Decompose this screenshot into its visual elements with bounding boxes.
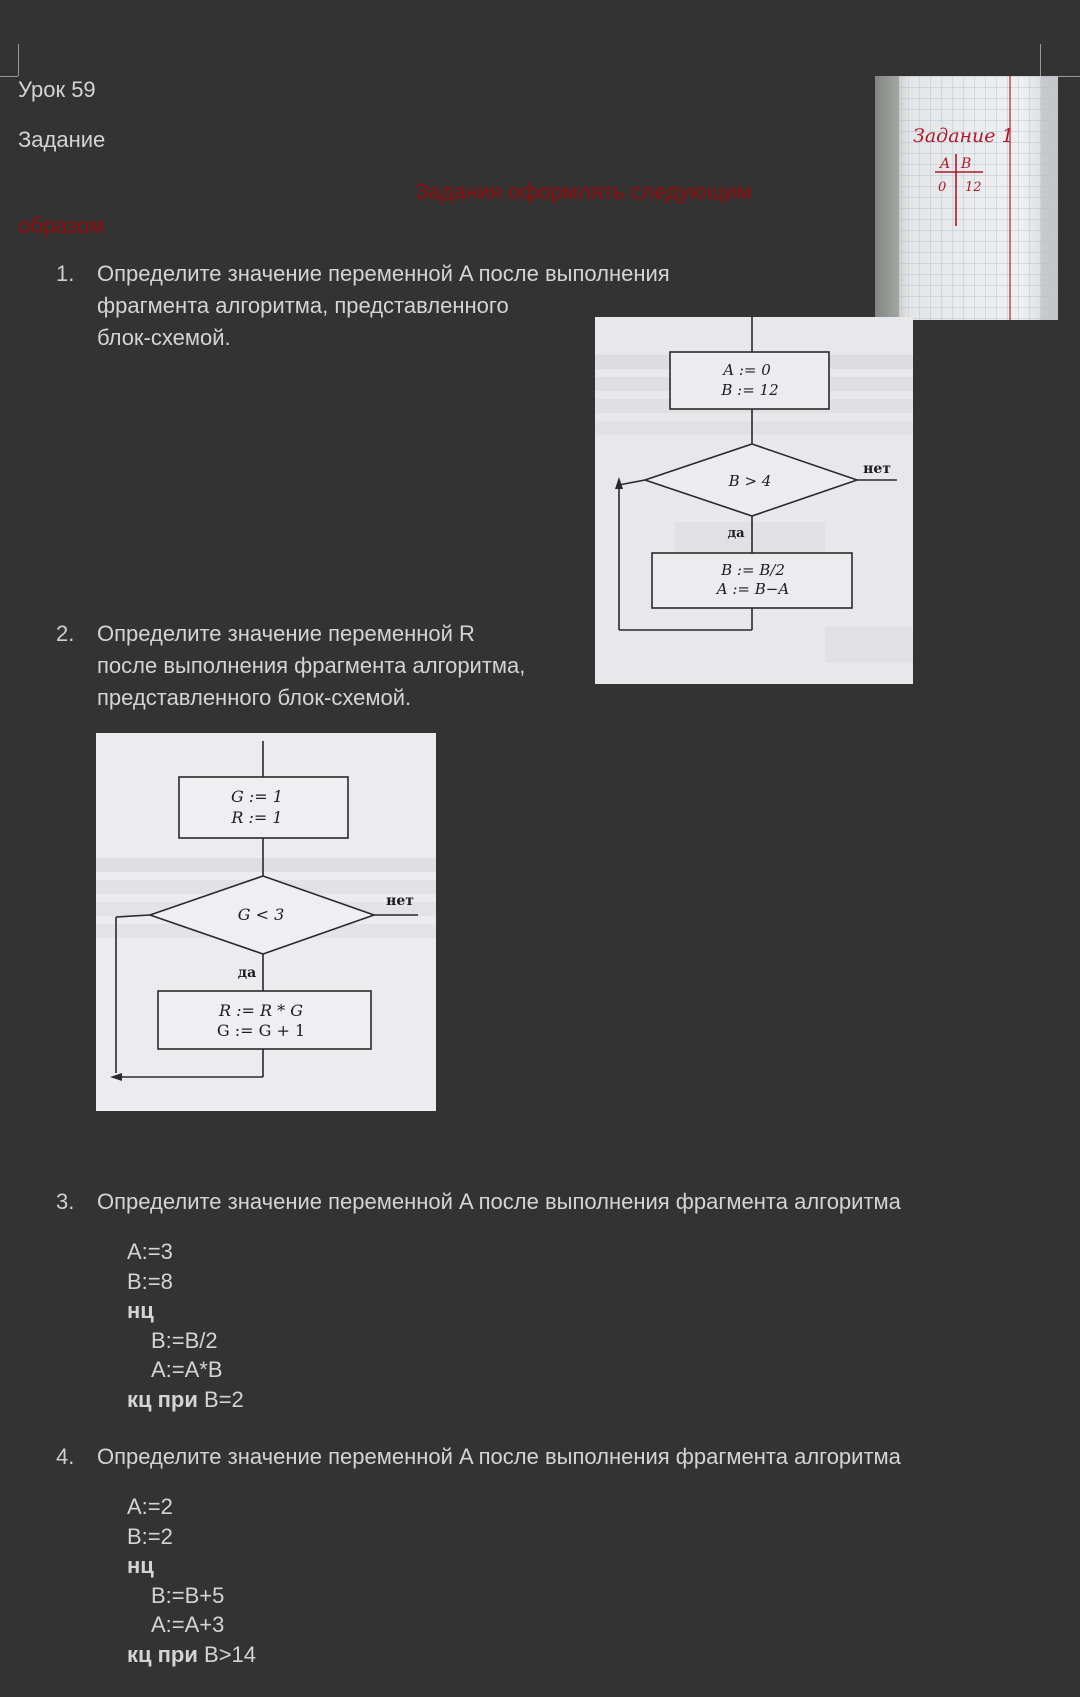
- task-3-loop-end-keyword: кц при: [127, 1386, 198, 1412]
- fc2-no-label: нет: [386, 893, 414, 909]
- task-1-line-3: блок-схемой.: [97, 325, 231, 350]
- task-4-loop-start: нц: [127, 1553, 154, 1578]
- task-2-number: 2.: [56, 621, 75, 646]
- flowchart-2-svg: [96, 733, 436, 1111]
- fc1-body-2: A := B−A: [716, 580, 790, 598]
- task-1-line-1: Определите значение переменной A после выполнения: [97, 261, 670, 286]
- task-3-loop-start: нц: [127, 1298, 154, 1323]
- notebook-col-a: A: [940, 156, 951, 172]
- task-1-text: [97, 258, 670, 354]
- fc1-condition: B > 4: [728, 472, 772, 490]
- instruction-line-1: Задания оформлять следующим: [415, 179, 752, 204]
- task-3-loop-end: [127, 1385, 244, 1415]
- notebook-val-a: 0: [938, 180, 947, 195]
- notebook-photo-svg: [875, 76, 1058, 320]
- task-1-line-2: фрагмента алгоритма, представленного: [97, 293, 509, 318]
- task-2-line-2: после выполнения фрагмента алгоритма,: [97, 653, 526, 678]
- task-3-code-line-3: B:=B/2: [151, 1327, 218, 1353]
- notebook-col-b: B: [961, 156, 972, 172]
- section-title: Задание: [18, 127, 106, 152]
- fc2-yes-label: да: [237, 965, 257, 981]
- task-3-number: 3.: [56, 1189, 75, 1214]
- task-4-text: Определите значение переменной A после выполнения фрагмента алгоритма: [97, 1444, 901, 1469]
- task-2-text: [97, 618, 525, 714]
- fc2-body-2: G := G + 1: [216, 1021, 306, 1040]
- task-1-number: 1.: [56, 261, 75, 286]
- fc1-yes-label: да: [727, 526, 745, 541]
- task-4-loop-end-condition: B>14: [204, 1641, 257, 1667]
- fc1-init-2: B := 12: [721, 381, 779, 399]
- task-3-code: [127, 1237, 244, 1414]
- task-4-number: 4.: [56, 1444, 75, 1469]
- task-4-loop-end: [127, 1640, 256, 1670]
- fc1-body-1: B := B/2: [721, 561, 785, 579]
- task-2-line-3: представленного блок-схемой.: [97, 685, 412, 710]
- task-3-code-line-1: A:=3: [127, 1239, 173, 1264]
- fc1-init-1: A := 0: [723, 361, 771, 379]
- fc2-condition: G < 3: [237, 905, 285, 924]
- lesson-title: Урок 59: [18, 77, 96, 102]
- crop-mark-left: [18, 44, 19, 76]
- fc2-init-1: G := 1: [231, 787, 283, 806]
- fc1-no-label: нет: [863, 461, 891, 477]
- flowchart-1-photo: [595, 317, 913, 684]
- task-3-text: Определите значение переменной A после выполнения фрагмента алгоритма: [97, 1189, 901, 1214]
- task-4-code-line-4: A:=A+3: [151, 1612, 225, 1637]
- task-3-code-line-4: A:=A*B: [151, 1357, 223, 1382]
- flowchart-2-photo: [96, 733, 436, 1111]
- fc2-body-1: R := R * G: [218, 1001, 304, 1020]
- task-3-code-line-2: B:=8: [127, 1268, 173, 1294]
- task-4-code-line-2: B:=2: [127, 1523, 173, 1549]
- task-4-code-line-3: B:=B+5: [151, 1582, 225, 1608]
- flowchart-1-svg: [595, 317, 913, 684]
- crop-mark-left-h: [0, 76, 18, 77]
- fc2-init-2: R := 1: [231, 808, 283, 827]
- instruction-line-2: образом: [18, 213, 105, 238]
- notebook-photo: [875, 76, 1058, 320]
- task-3-loop-end-condition: B=2: [204, 1386, 244, 1412]
- task-4-code: [127, 1492, 256, 1669]
- task-2-line-1: Определите значение переменной R: [97, 621, 475, 646]
- task-4-code-line-1: A:=2: [127, 1494, 173, 1519]
- crop-mark-right: [1040, 44, 1041, 76]
- notebook-heading: Задание 1: [913, 125, 1014, 147]
- task-4-loop-end-keyword: кц при: [127, 1641, 198, 1667]
- notebook-val-b: 12: [965, 180, 982, 195]
